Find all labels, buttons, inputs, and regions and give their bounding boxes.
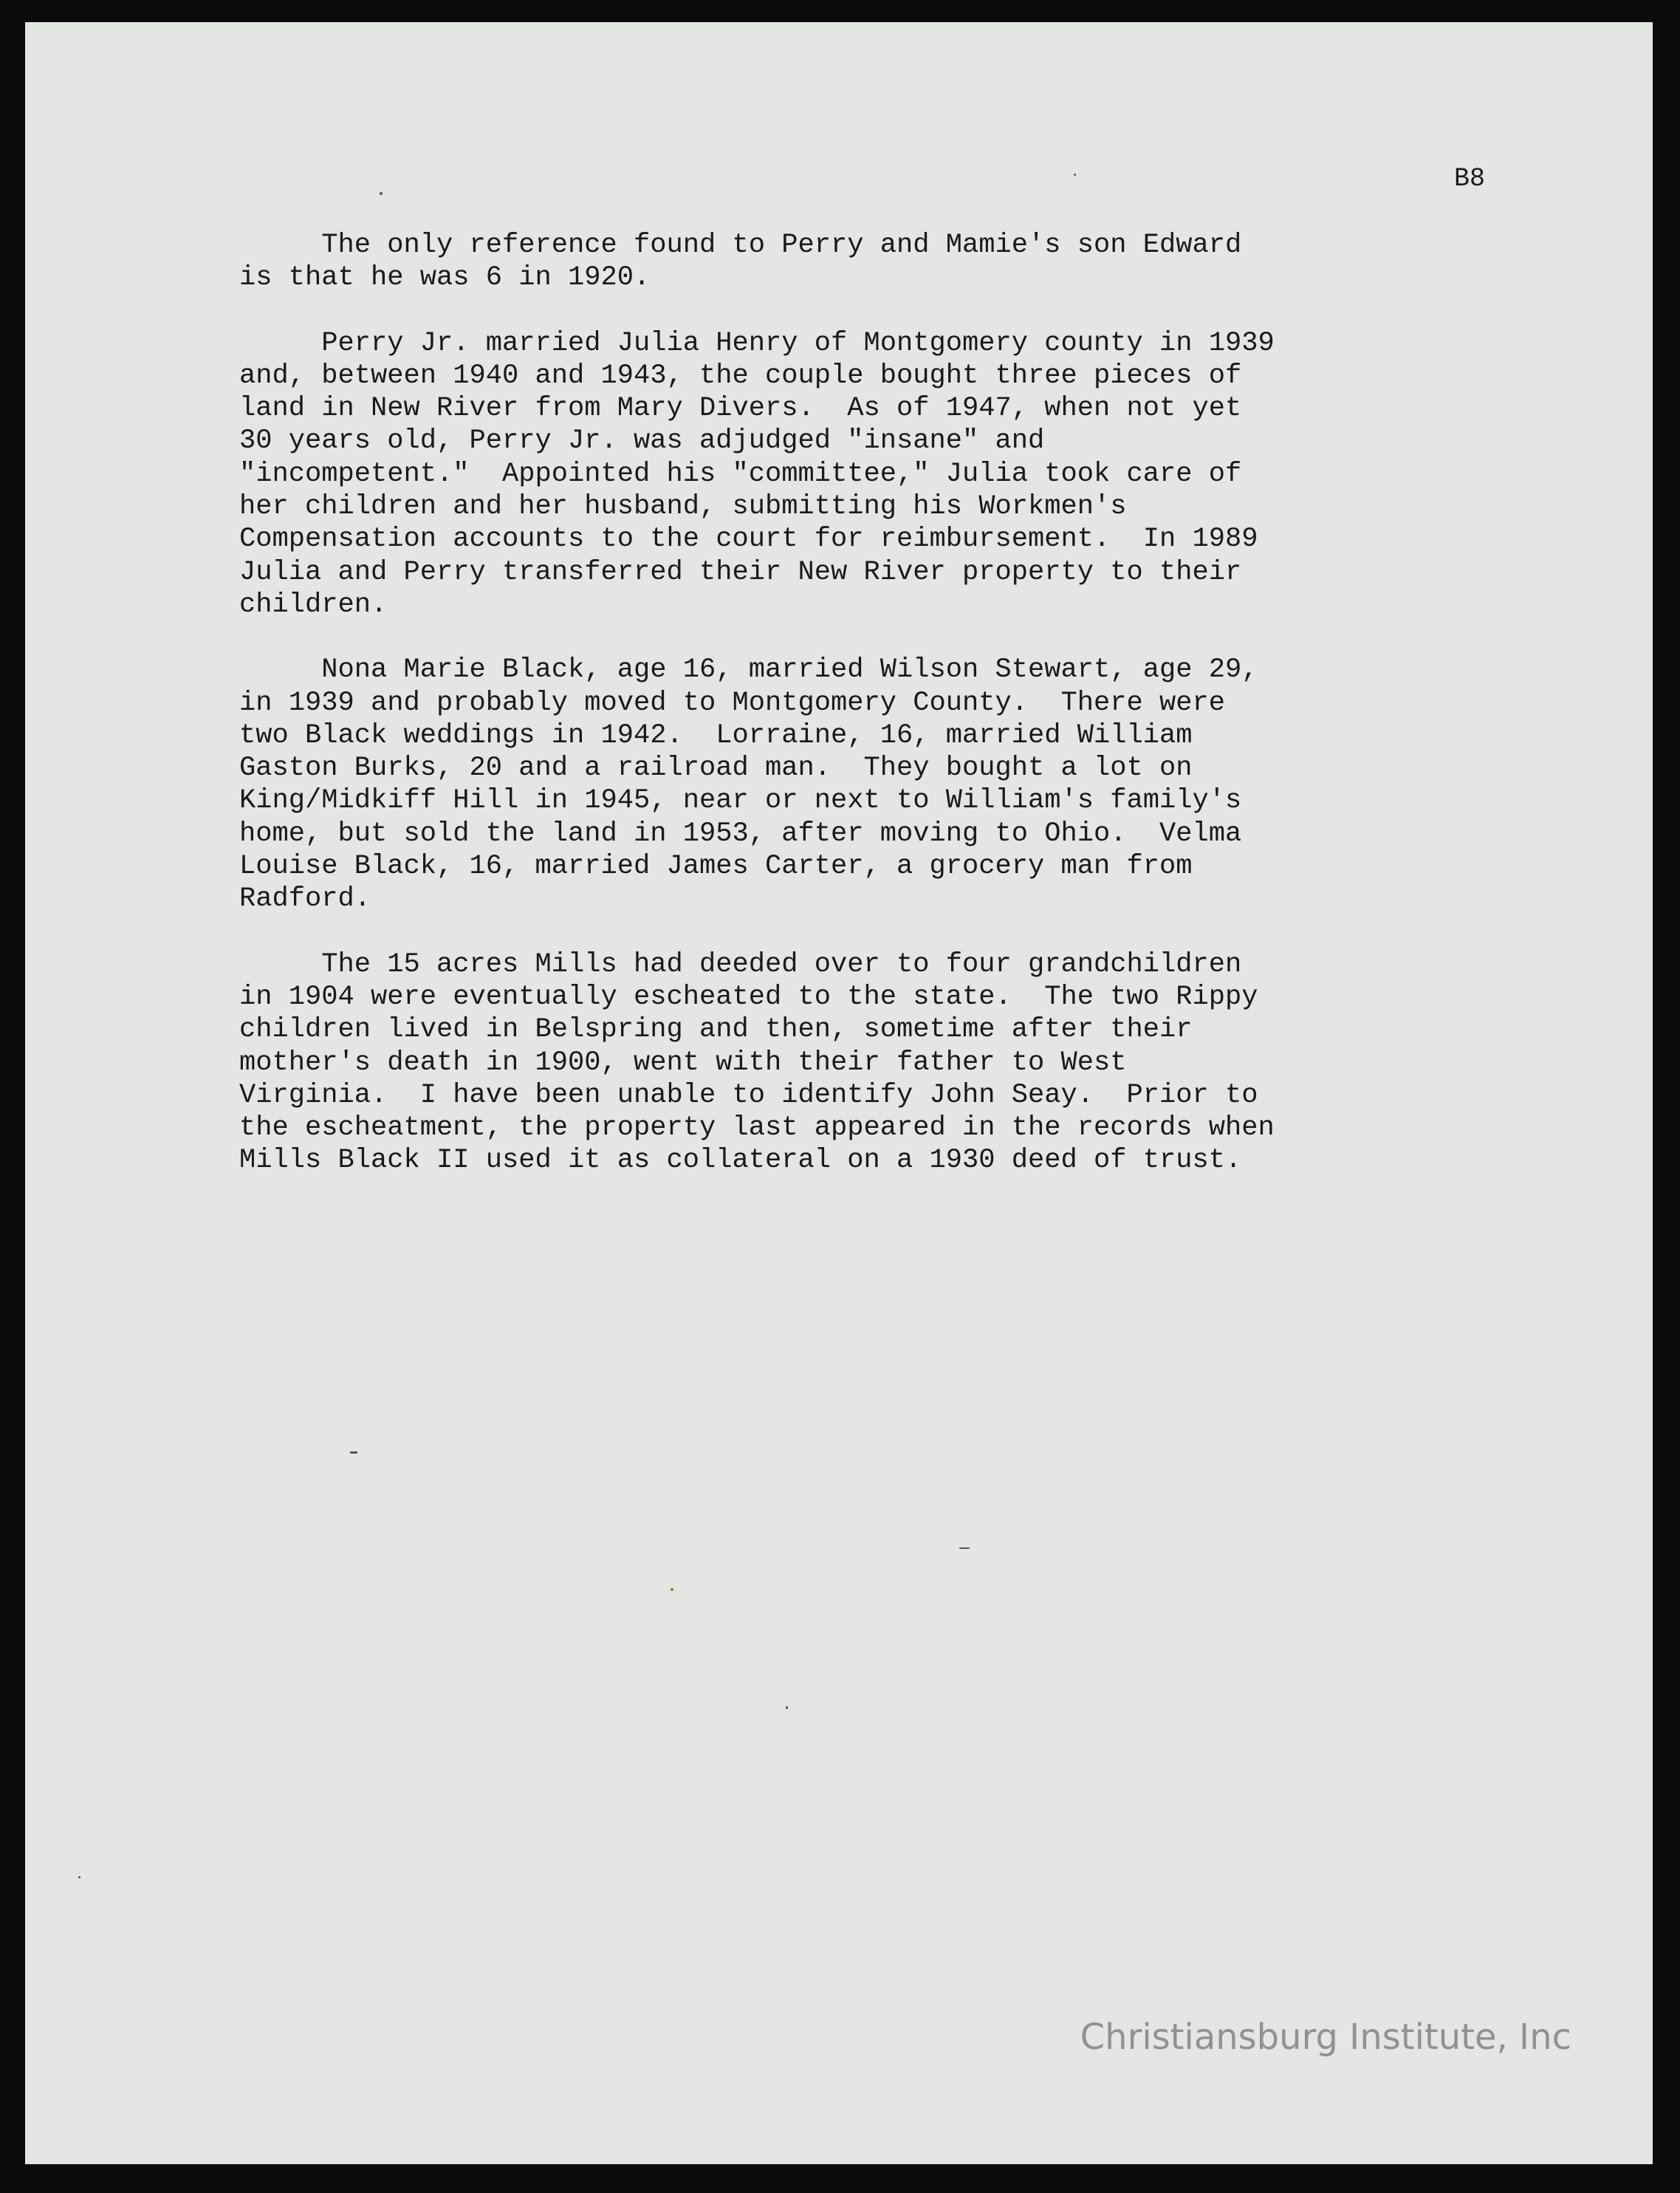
scan-speck (671, 1588, 673, 1591)
watermark: Christiansburg Institute, Inc (1080, 2016, 1571, 2058)
page-number: B8 (1454, 164, 1486, 194)
paragraph-edward: The only reference found to Perry and Mamie's son Edward is that he was 6 in 1920. (239, 230, 1242, 294)
paragraph-perry-jr: Perry Jr. married Julia Henry of Montgomery county in 1939 and, between 1940 and 1943, the couple bought three pieces of land in New River from Mary Divers. As of 1947, when not yet 30 years old, Perry Jr. was adjudged "insane" and "incompetent." Appointed his "committee," Julia took care of her children and her husband, submitting his Workmen's Compensation accounts to the court for reimbursement. In 1989 Julia and Perry transferred their New River property to their children. (239, 327, 1275, 620)
paragraph-escheatment: The 15 acres Mills had deeded over to four grandchildren in 1904 were eventually escheated to the state. The two Rippy children lived in Belspring and then, sometime after their mother's death in 1900, went with their father to West Virginia. I have been unable to identify John Seay. Prior to the escheatment, the property last appeared in the records when Mills Black II used it as collateral on a 1930 deed of trust. (239, 948, 1275, 1177)
paragraph-weddings: Nona Marie Black, age 16, married Wilson Stewart, age 29, in 1939 and probably moved to Montgomery County. There were two Black weddings in 1942. Lorraine, 16, married William Gaston Burks, 20 and a railroad man. They bought a lot on King/Midkiff Hill in 1945, near or next to William's family's home, but sold the land in 1953, after moving to Ohio. Velma Louise Black, 16, married James Carter, a grocery man from Radford. (239, 654, 1258, 915)
scan-speck (786, 1706, 788, 1709)
scan-speck (350, 1451, 357, 1454)
document-page (25, 22, 1653, 2164)
body-text (239, 229, 1509, 1210)
scan-speck (1074, 174, 1076, 176)
scan-speck (380, 192, 383, 195)
scan-speck (959, 1547, 970, 1549)
scan-speck (78, 1876, 80, 1878)
